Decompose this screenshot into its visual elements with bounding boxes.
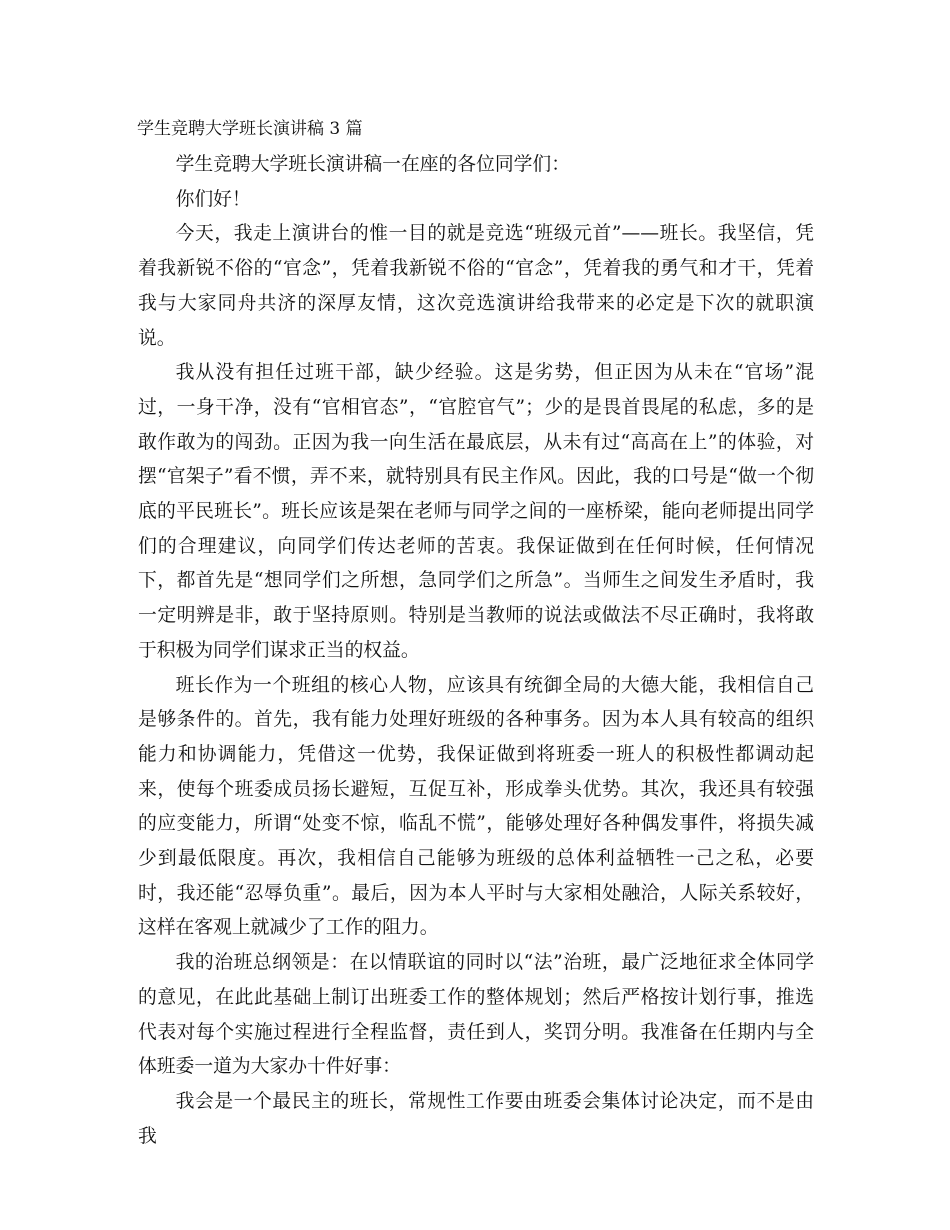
paragraph-experience: 我从没有担任过班干部，缺少经验。这是劣势，但正因为从未在“官场”混过，一身干净，没有“官相官态”，“官腔官气”；少的是畏首畏尾的私虑，多的是敢作敢为的闯劲。正因为我一向生活在最底层，从未有过“高高在上”的体验，对摆“官架子”看不惯，弄不来，就特别具有民主作风。因此，我的口号是“做一个彻底的平民班长”。班长应该是架在老师与同学之间的一座桥梁，能向老师提出同学们的合理建议，向同学们传达老师的苦衷。我保证做到在任何时候，任何情况下，都首先是“想同学们之所想，急同学们之所急”。当师生之间发生矛盾时，我一定明辨是非，敢于坚持原则。特别是当教师的说法或做法不尽正确时，我将敢于积极为同学们谋求正当的权益。 [138,362,814,661]
paragraph-hello: 你们好！ [175,188,251,210]
paragraph-program: 我的治班总纲领是：在以情联谊的同时以“法”治班，最广泛地征求全体同学的意见，在此此基础上制订出班委工作的整体规划；然后严格按计划行事，推选代表对每个实施过程进行全程监督，责任到人，奖罚分明。我准备在任期内与全体班委一道为大家办十件好事： [138,952,814,1078]
document-body [138,148,814,1154]
paragraph-greeting: 学生竞聘大学班长演讲稿一在座的各位同学们： [175,154,570,175]
paragraph-ability: 班长作为一个班组的核心人物，应该具有统御全局的大德大能，我相信自己是够条件的。首先，我有能力处理好班级的各种事务。因为本人具有较高的组织能力和协调能力，凭借这一优势，我保证做到将班委一班人的积极性都调动起来，使每个班委成员扬长避短，互促互补，形成拳头优势。其次，我还具有较强的应变能力，所谓“处变不惊，临乱不慌”，能够处理好各种偶发事件，将损失减少到最低限度。再次，我相信自己能够为班级的总体利益牺牲一己之私，必要时，我还能“忍辱负重”。最后，因为本人平时与大家相处融洽，人际关系较好，这样在客观上就减少了工作的阻力。 [138,674,814,939]
paragraph-intro: 今天，我走上演讲台的惟一目的就是竞选“班级元首”——班长。我坚信，凭着我新锐不俗的“官念”，凭着我新锐不俗的“官念”，凭着我的勇气和才干，凭着我与大家同舟共济的深厚友情，这次竞选演讲给我带来的必定是下次的就职演说。 [138,223,814,349]
paragraph-democracy: 我会是一个最民主的班长，常规性工作要由班委会集体讨论决定，而不是由我 [138,1090,814,1147]
document-title: 学生竞聘大学班长演讲稿 3 篇 [137,119,363,139]
